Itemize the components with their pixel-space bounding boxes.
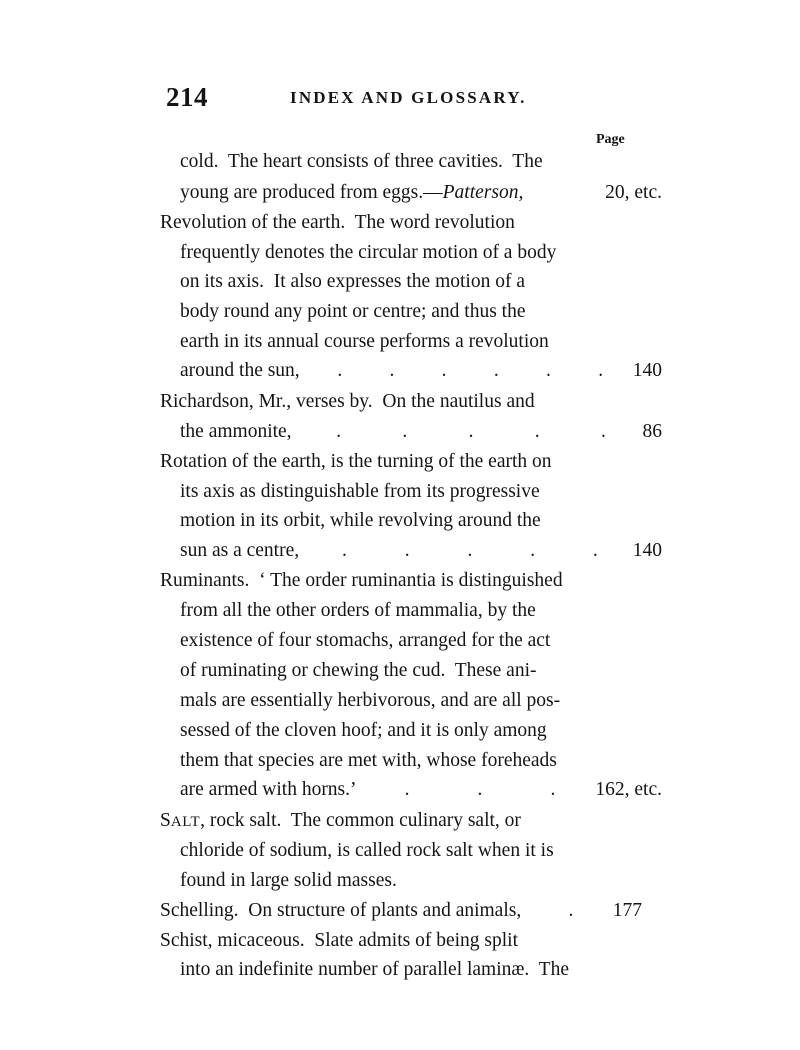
index-entry-ruminants: Ruminants. ‘ The order ruminantia is distinguished [160, 570, 563, 591]
small-caps-initial: S [160, 810, 171, 831]
page-header [166, 82, 636, 112]
index-entry-richardson: Richardson, Mr., verses by. On the nautilus and [160, 391, 535, 412]
index-entry-schist: Schist, micaceous. Slate admits of being split [160, 930, 518, 951]
dot-leader: . . . . . . [337, 360, 604, 381]
page-reference: 177 [612, 900, 642, 921]
text-line: them that species are met with, whose foreheads [180, 750, 557, 771]
text-line: on its axis. It also expresses the motion of a [180, 271, 525, 292]
text-line: cold. The heart consists of three cavities. The [180, 151, 543, 172]
index-entry-schelling: Schelling. On structure of plants and animals, . 177 [160, 896, 642, 926]
dot-leader: . . . . . [336, 421, 606, 442]
text-line: into an indefinite number of parallel laminæ. The [180, 959, 569, 980]
text-line: chloride of sodium, is called rock salt when it is [180, 840, 554, 861]
index-entry-salt: SALT, rock salt. The common culinary salt, or [160, 810, 521, 831]
page-reference: 20, etc. [605, 182, 662, 203]
dot-leader: . . . . . [342, 540, 598, 561]
text-line: around the sun, . . . . . . 140 [160, 356, 662, 386]
text-line: are armed with horns.’ . . . 162, etc. [160, 775, 662, 805]
text-line: of ruminating or chewing the cud. These ani- [180, 660, 537, 681]
page-reference: 140 [632, 540, 662, 561]
text-line: young are produced from eggs.—Patterson, 20, etc. [160, 178, 662, 208]
text-line: earth in its annual course performs a revolution [180, 331, 549, 352]
page-reference: 86 [642, 421, 662, 442]
small-caps-rest: ALT [170, 814, 201, 830]
text-line: body round any point or centre; and thus the [180, 301, 526, 322]
text-line: existence of four stomachs, arranged for the act [180, 630, 551, 651]
index-entry-rotation: Rotation of the earth, is the turning of the earth on [160, 451, 552, 472]
text-line: frequently denotes the circular motion of a body [180, 242, 557, 263]
running-title: INDEX AND GLOSSARY. [290, 88, 527, 107]
text-line: sessed of the cloven hoof; and it is only among [180, 720, 547, 741]
dot-leader: . . . [404, 779, 556, 800]
dot-leader: . [568, 900, 574, 921]
page-reference: 140 [632, 360, 662, 381]
page-reference: 162, etc. [595, 779, 662, 800]
author-citation: Patterson, [442, 182, 524, 203]
text-line: mals are essentially herbivorous, and are all pos- [180, 690, 561, 711]
text-line: found in large solid masses. [180, 870, 397, 891]
index-entry-revolution: Revolution of the earth. The word revolution [160, 212, 515, 233]
page-column-label: Page [596, 132, 625, 147]
text-line: sun as a centre, . . . . . 140 [160, 536, 662, 566]
text-line: from all the other orders of mammalia, by the [180, 600, 536, 621]
text-line: the ammonite, . . . . . 86 [160, 417, 662, 447]
text-line: motion in its orbit, while revolving around the [180, 510, 541, 531]
text-line: its axis as distinguishable from its progressive [180, 481, 540, 502]
page-number: 214 [166, 82, 208, 112]
